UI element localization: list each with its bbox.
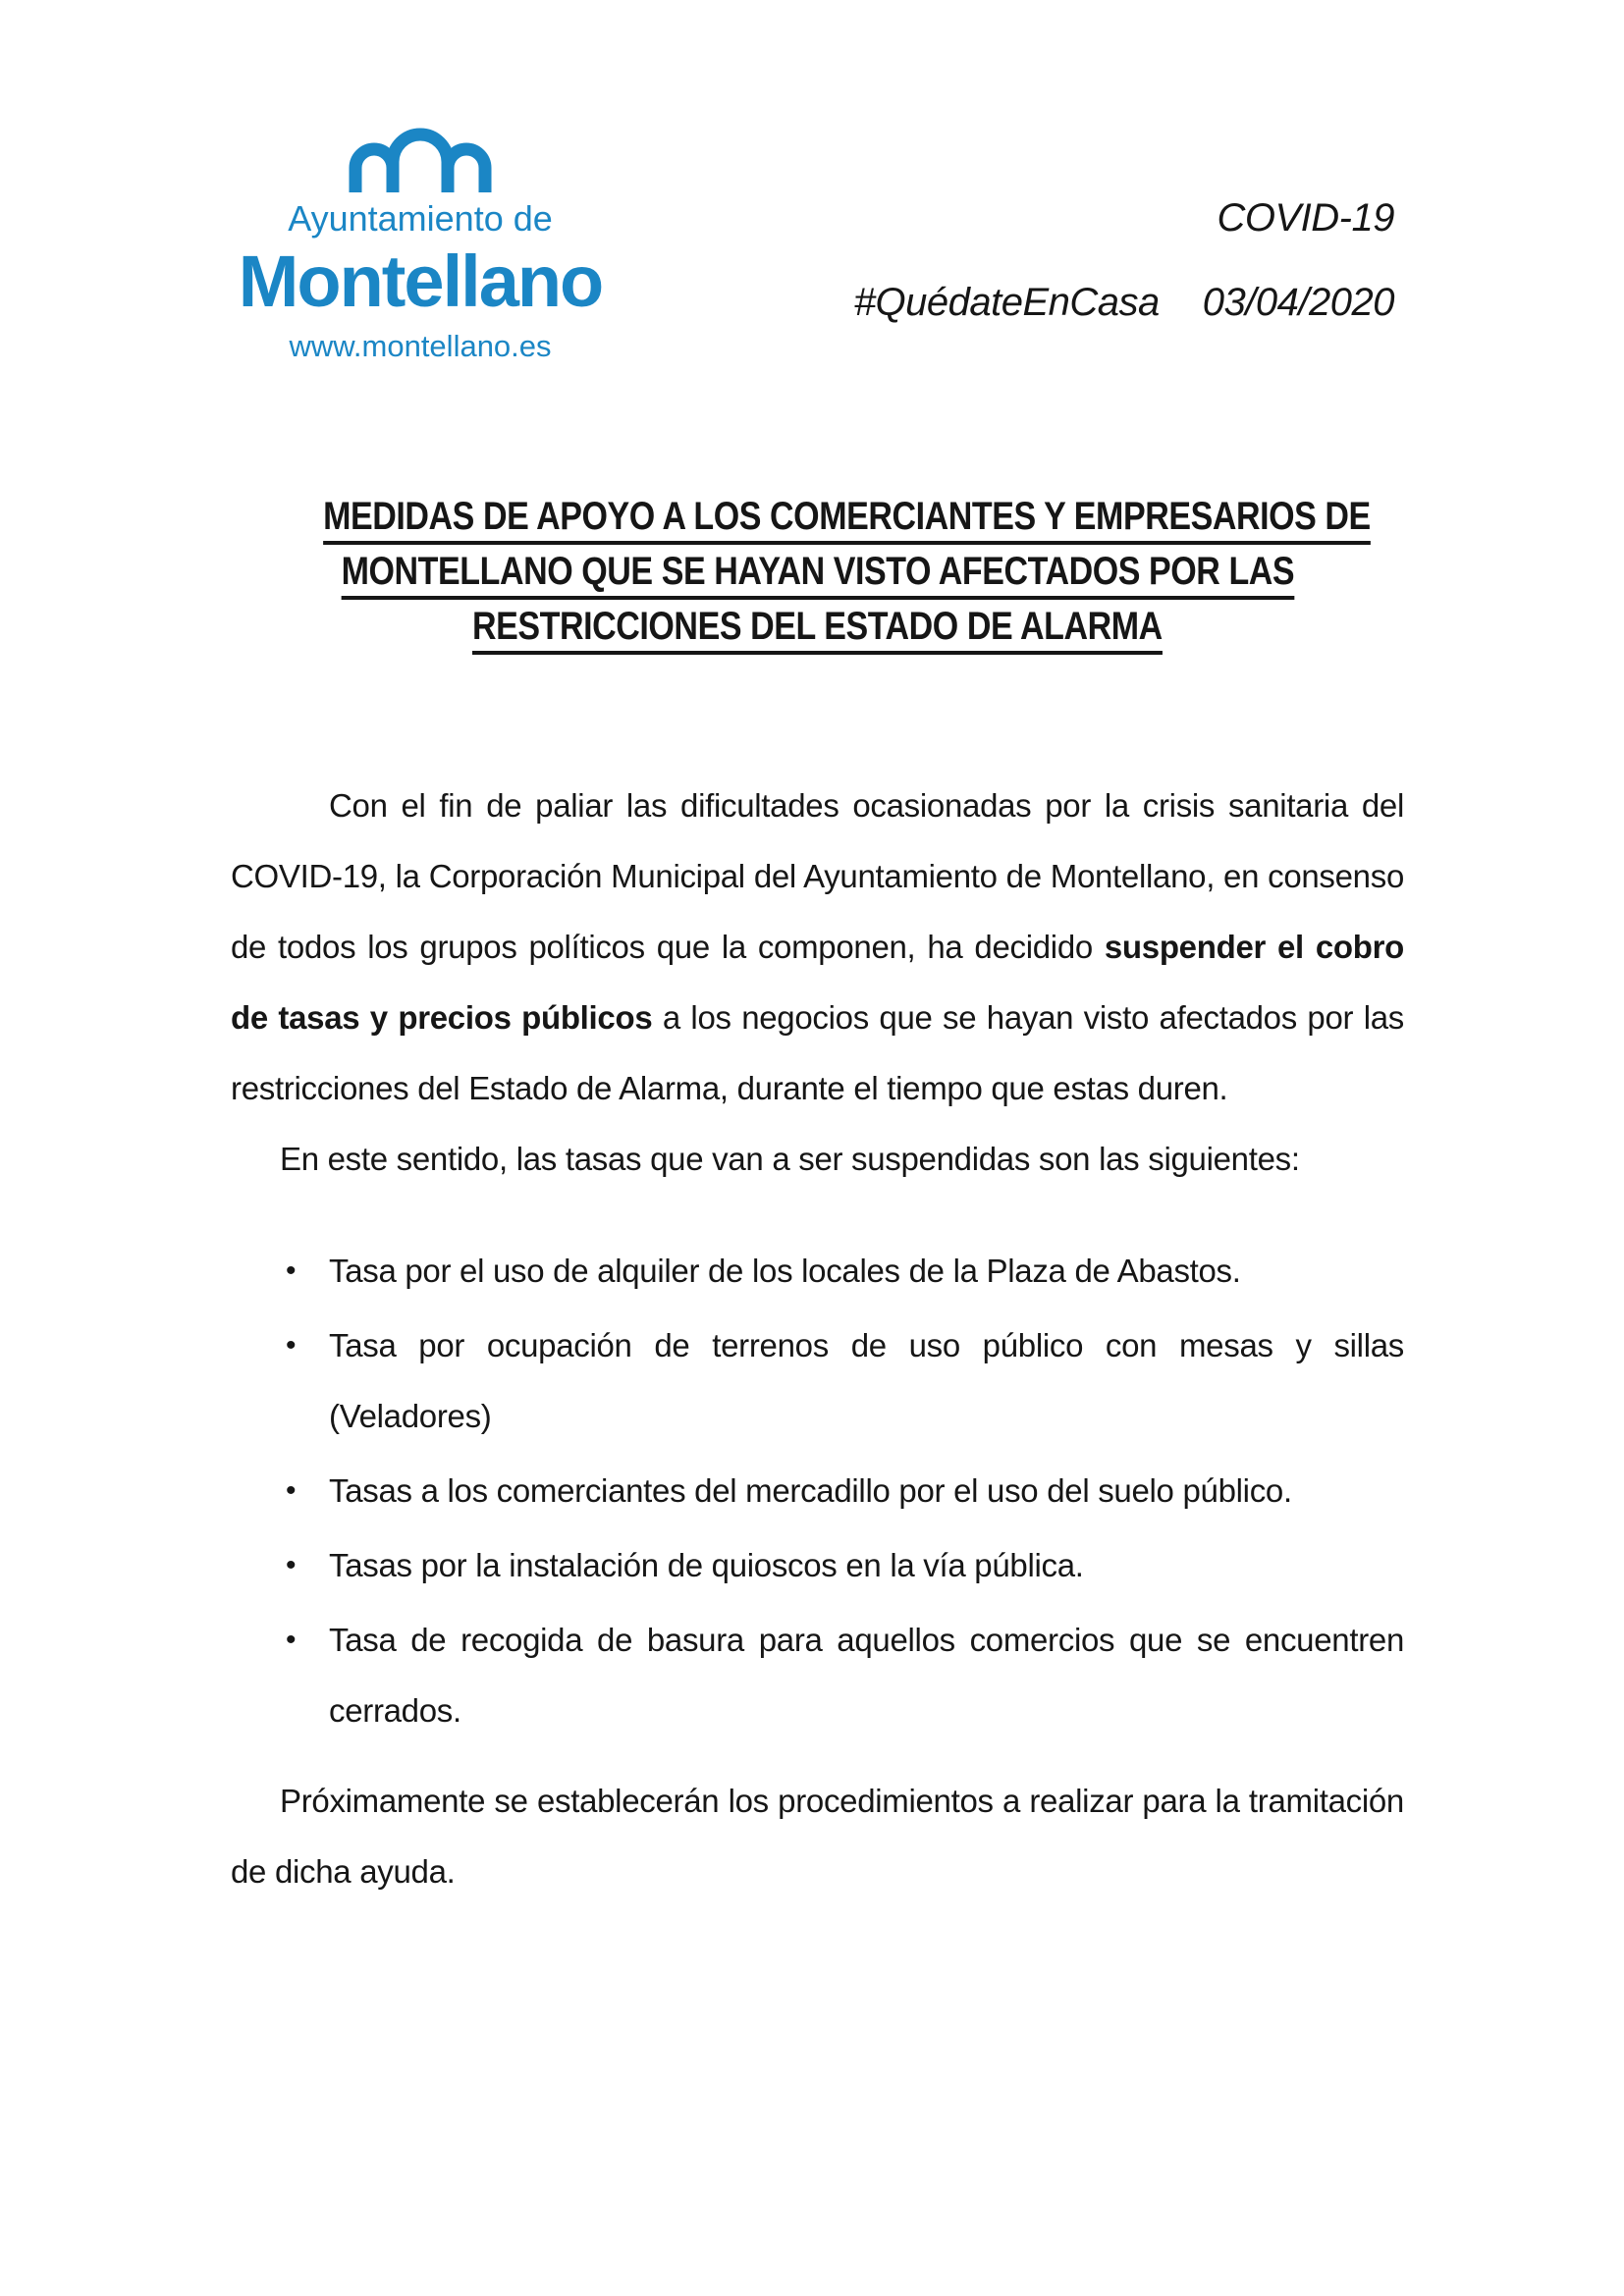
document-body bbox=[0, 497, 1624, 1907]
document-header bbox=[0, 0, 1624, 361]
logo-org-prefix: Ayuntamiento de bbox=[288, 198, 553, 239]
bullet-text: Tasa por el uso de alquiler de los locales de la Plaza de Abastos. bbox=[329, 1253, 1241, 1289]
list-item bbox=[231, 1530, 1404, 1601]
list-item bbox=[231, 1456, 1404, 1526]
document-date: 03/04/2020 bbox=[1202, 281, 1394, 324]
logo-org-name: Montellano bbox=[238, 240, 603, 322]
bullet-icon: • bbox=[286, 1549, 297, 1581]
paragraph-intro-tail: a los negocios que se hayan visto afectados por las restricciones del Estado de Alarma, durante el tiempo que estas duren. bbox=[231, 999, 1404, 1106]
covid-tag: COVID-19 bbox=[1217, 196, 1394, 240]
list-item bbox=[231, 1310, 1404, 1452]
suspended-taxes-list bbox=[231, 1236, 1404, 1746]
bullet-icon: • bbox=[286, 1255, 297, 1287]
paragraph-lead-in: En este sentido, las tasas que van a ser suspendidas son las siguientes: bbox=[280, 1141, 1300, 1177]
document-title bbox=[231, 497, 1404, 655]
title-line-1: MEDIDAS DE APOYO A LOS COMERCIANTES Y EMPRESARIOS DE bbox=[231, 497, 1404, 545]
bullet-icon: • bbox=[286, 1329, 297, 1362]
paragraph-intro-bold: suspender el cobro de tasas y precios públicos bbox=[231, 929, 1404, 1036]
bullet-text: Tasa de recogida de basura para aquellos comercios que se encuentren cerrados. bbox=[329, 1622, 1404, 1729]
paragraph-closing: Próximamente se establecerán los procedimientos a realizar para la tramitación de dicha ayuda. bbox=[231, 1783, 1404, 1890]
hashtag: #QuédateEnCasa bbox=[853, 281, 1160, 324]
title-line-2: MONTELLANO QUE SE HAYAN VISTO AFECTADOS POR LAS bbox=[231, 552, 1404, 600]
bullet-text: Tasa por ocupación de terrenos de uso público con mesas y sillas (Veladores) bbox=[329, 1327, 1404, 1434]
bullet-text: Tasas por la instalación de quioscos en la vía pública. bbox=[329, 1547, 1084, 1583]
header-meta bbox=[854, 198, 1394, 322]
hashtag-date-line bbox=[854, 283, 1394, 322]
bullet-icon: • bbox=[286, 1474, 297, 1507]
paragraph-intro-text: Con el fin de paliar las dificultades ocasionadas por la crisis sanitaria del COVID-19, la Corporación Municipal del Ayuntamiento de Montellano, en consenso de todos los grupos políticos que la componen, ha decidido bbox=[231, 787, 1404, 965]
paragraph-intro bbox=[231, 771, 1404, 1124]
logo-website: www.montellano.es bbox=[289, 329, 552, 363]
list-item bbox=[231, 1605, 1404, 1746]
montellano-logo bbox=[214, 128, 626, 361]
list-item bbox=[231, 1236, 1404, 1307]
arches-icon bbox=[346, 128, 495, 192]
bullet-icon: • bbox=[286, 1624, 297, 1656]
bullet-text: Tasas a los comerciantes del mercadillo por el uso del suelo público. bbox=[329, 1472, 1292, 1509]
title-line-3: RESTRICCIONES DEL ESTADO DE ALARMA bbox=[231, 607, 1404, 655]
